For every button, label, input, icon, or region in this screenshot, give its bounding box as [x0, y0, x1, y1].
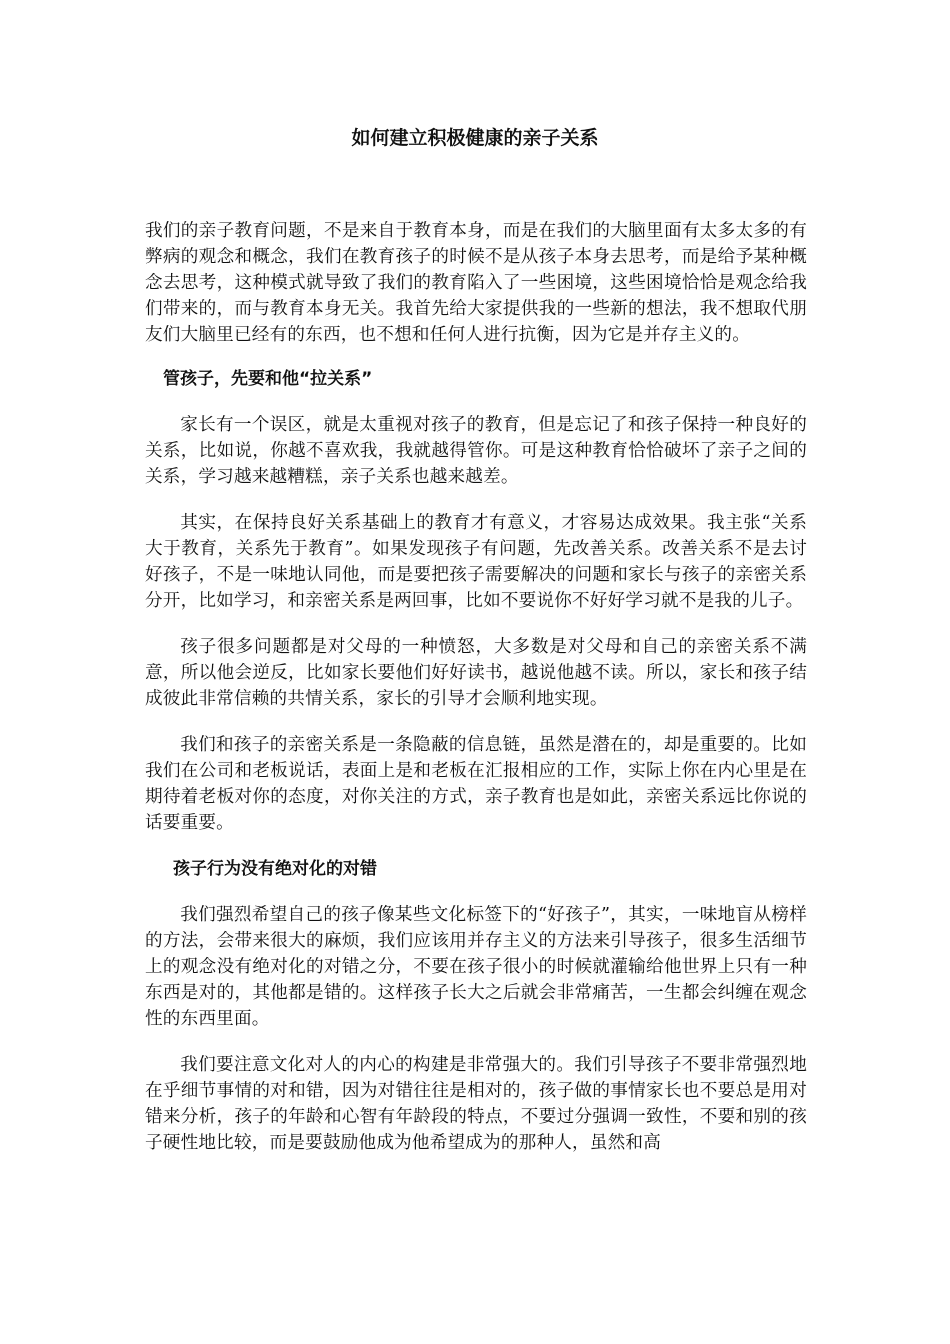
paragraph: 我们强烈希望自己的孩子像某些文化标签下的“好孩子”，其实，一味地盲从榜样的方法，会带来很大的麻烦，我们应该用并存主义的方法来引导孩子，很多生活细节上的观念没有绝对化的对错之分，不要在孩子很小的时候就灌输给他世界上只有一种东西是对的，其他都是错的。这样孩子长大之后就会非常痛苦，一生都会纠缠在观念性的东西里面。: [145, 905, 807, 1029]
document-title: 如何建立积极健康的亲子关系: [351, 127, 599, 149]
paragraph: 孩子很多问题都是对父母的一种愤怒，大多数是对父母和自己的亲密关系不满意，所以他会逆反，比如家长要他们好好读书，越说他越不读。所以，家长和孩子结成彼此非常信赖的共情关系，家长的引导才会顺利地实现。: [145, 637, 807, 709]
paragraph: 其实，在保持良好关系基础上的教育才有意义，才容易达成效果。我主张“关系大于教育，关系先于教育”。如果发现孩子有问题，先改善关系。改善关系不是去讨好孩子，不是一味地认同他，而是要把孩子需要解决的问题和家长与孩子的亲密关系分开，比如学习，和亲密关系是两回事，比如不要说你不好好学习就不是我的儿子。: [145, 513, 807, 611]
intro-paragraph: 我们的亲子教育问题，不是来自于教育本身，而是在我们的大脑里面有太多太多的有弊病的观念和概念，我们在教育孩子的时候不是从孩子本身去思考，而是给予某种概念去思考，这种模式就导致了我们的教育陷入了一些困境，这些困境恰恰是观念给我们带来的，而与教育本身无关。我首先给大家提供我的一些新的想法，我不想取代朋友们大脑里已经有的东西，也不想和任何人进行抗衡，因为它是并存主义的。: [145, 221, 807, 345]
section-heading-relationship: 管孩子，先要和他“拉关系”: [163, 369, 373, 389]
paragraph: 我们和孩子的亲密关系是一条隐蔽的信息链，虽然是潜在的，却是重要的。比如我们在公司和老板说话，表面上是和老板在汇报相应的工作，实际上你在内心里是在期待着老板对你的态度，对你关注的方式，亲子教育也是如此，亲密关系远比你说的话要重要。: [145, 735, 807, 833]
document-body: [145, 218, 807, 1176]
section-heading-right-wrong: 孩子行为没有绝对化的对错: [173, 859, 377, 879]
paragraph: 我们要注意文化对人的内心的构建是非常强大的。我们引导孩子不要非常强烈地在乎细节事情的对和错，因为对错往往是相对的，孩子做的事情家长也不要总是用对错来分析，孩子的年龄和心智有年龄段的特点，不要过分强调一致性，不要和别的孩子硬性地比较，而是要鼓励他成为他希望成为的那种人，虽然和高: [145, 1055, 807, 1153]
paragraph: 家长有一个误区，就是太重视对孩子的教育，但是忘记了和孩子保持一种良好的关系，比如说，你越不喜欢我，我就越得管你。可是这种教育恰恰破坏了亲子之间的关系，学习越来越糟糕，亲子关系也越来越差。: [145, 415, 807, 487]
